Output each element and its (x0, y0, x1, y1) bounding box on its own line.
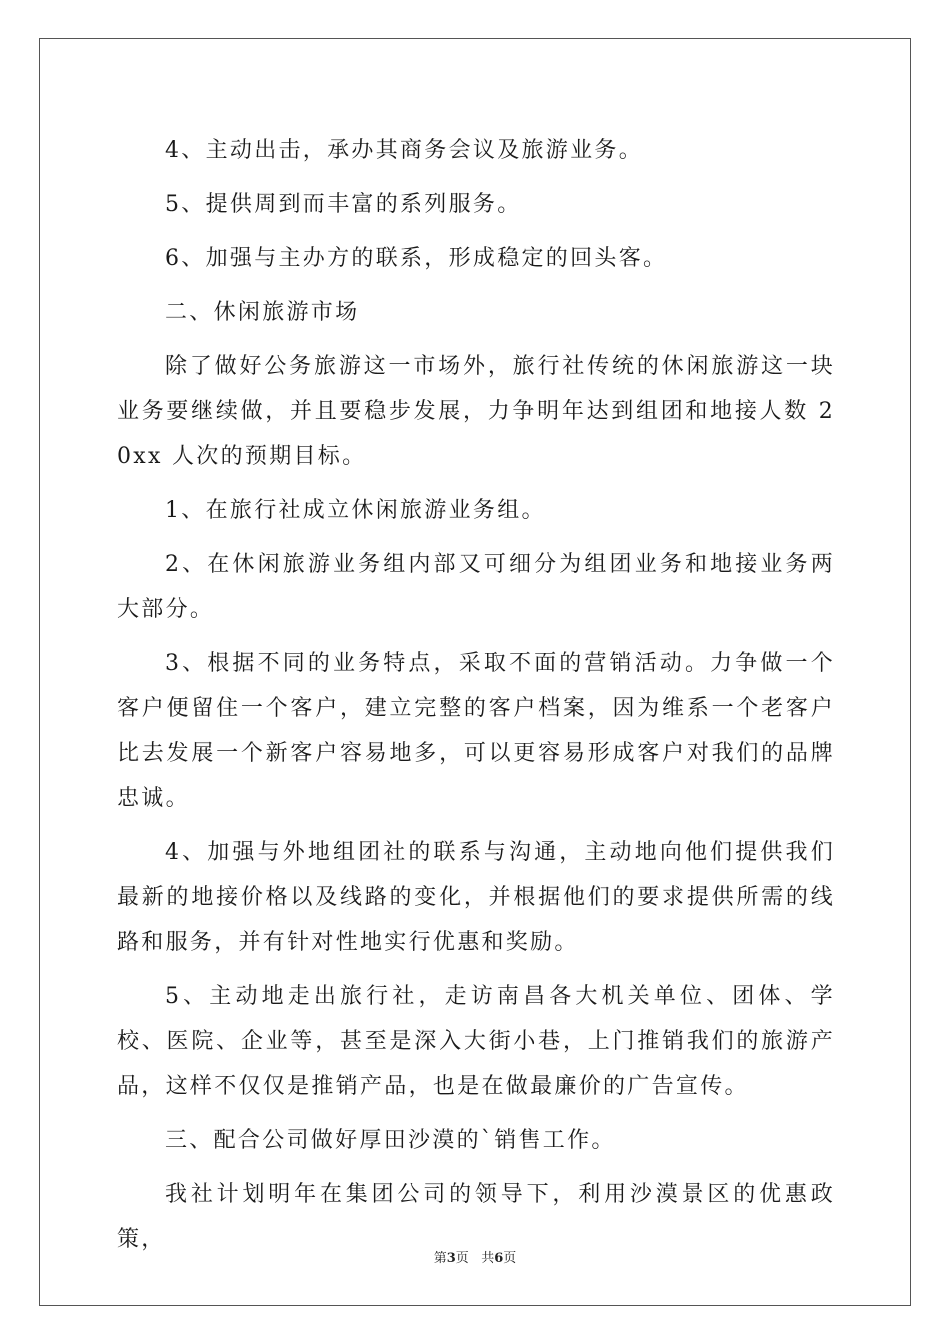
paragraph: 5、主动地走出旅行社，走访南昌各大机关单位、团体、学校、医院、企业等，甚至是深入大街小巷，上门推销我们的旅游产品，这样不仅仅是推销产品，也是在做最廉价的广告宣传。 (117, 984, 835, 1099)
paragraph: 4、主动出击，承办其商务会议及旅游业务。 (165, 138, 643, 163)
footer-total-prefix: 共 (481, 1251, 495, 1266)
paragraph: 除了做好公务旅游这一市场外，旅行社传统的休闲旅游这一块业务要继续做，并且要稳步发展，力争明年达到组团和地接人数 20xx 人次的预期目标。 (117, 354, 835, 469)
section-heading: 三、配合公司做好厚田沙漠的`销售工作。 (165, 1128, 616, 1153)
paragraph: 2、在休闲旅游业务组内部又可细分为组团业务和地接业务两大部分。 (117, 552, 835, 622)
current-page-number: 3 (446, 1251, 456, 1266)
footer-page-suffix: 页 (455, 1251, 469, 1266)
page-footer (0, 1247, 950, 1266)
paragraph: 1、在旅行社成立休闲旅游业务组。 (165, 498, 546, 523)
total-pages-number: 6 (494, 1251, 504, 1266)
section-heading: 二、休闲旅游市场 (165, 300, 360, 325)
paragraph: 4、加强与外地组团社的联系与沟通，主动地向他们提供我们最新的地接价格以及线路的变化，并根据他们的要求提供所需的线路和服务，并有针对性地实行优惠和奖励。 (117, 840, 835, 955)
paragraph: 我社计划明年在集团公司的领导下，利用沙漠景区的优惠政策， (117, 1182, 835, 1252)
paragraph: 6、加强与主办方的联系，形成稳定的回头客。 (165, 246, 668, 271)
paragraph: 3、根据不同的业务特点，采取不面的营销活动。力争做一个客户便留住一个客户，建立完整的客户档案，因为维系一个老客户比去发展一个新客户容易地多，可以更容易形成客户对我们的品牌忠诚。 (117, 651, 835, 811)
document-body (117, 128, 835, 1271)
footer-total-suffix: 页 (503, 1251, 517, 1266)
paragraph: 5、提供周到而丰富的系列服务。 (165, 192, 522, 217)
footer-prefix: 第 (433, 1251, 447, 1266)
